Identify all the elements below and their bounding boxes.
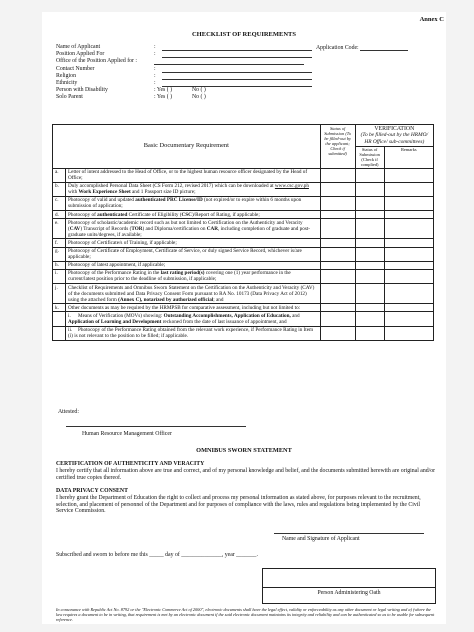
cav-heading: CERTIFICATION OF AUTHENTICITY AND VERACITY xyxy=(56,461,205,467)
applicant-field-row xyxy=(56,80,312,87)
requirement-text-part: Certificate of Eligibility ( xyxy=(127,211,182,218)
remarks-cell[interactable] xyxy=(384,247,433,261)
requirement-letter: k. xyxy=(53,304,66,312)
applicant-field-label: Solo Parent xyxy=(56,94,83,101)
requirement-text xyxy=(66,326,321,340)
requirement-text-part: and xyxy=(290,312,300,319)
header-verification xyxy=(355,125,433,147)
requirement-text xyxy=(66,219,321,239)
annex-label: Annex C xyxy=(419,16,444,23)
requirement-text-part: authenticated xyxy=(97,211,128,218)
verif-status-cell[interactable] xyxy=(355,261,384,269)
privacy-heading: DATA PRIVACY CONSENT xyxy=(56,488,128,494)
requirement-letter: f. xyxy=(53,239,66,247)
applicant-signature-label: Name and Signature of Applicant xyxy=(282,536,360,542)
requirement-letter: g. xyxy=(53,247,66,261)
remarks-cell[interactable] xyxy=(384,196,433,210)
requirement-text xyxy=(66,211,321,219)
requirement-text-part: Duly accomplished Personal Data Sheet (CS Form 212, revised 2017) which can be downloaded at xyxy=(68,183,275,190)
applicant-signature-line xyxy=(274,533,424,534)
requirement-row xyxy=(53,182,434,196)
requirement-text-part: Means of Verification (MOVs) showing: xyxy=(78,312,164,319)
requirement-letter: i. xyxy=(53,269,66,283)
verif-status-cell[interactable] xyxy=(355,219,384,239)
requirement-row xyxy=(53,168,434,182)
hrmo-signature-line xyxy=(66,426,246,427)
remarks-cell[interactable] xyxy=(384,284,433,304)
colon xyxy=(146,58,154,65)
requirement-text-part: )/Report of Rating, if applicable; xyxy=(191,211,260,218)
applicant-status-cell[interactable] xyxy=(320,196,355,210)
requirement-text-part: ) and Diploma/certification on xyxy=(142,225,207,232)
requirement-text-part: Checklist of Requirements and Omnibus Sworn Statement on the Certification on the Authenticity and Veracity (CAV) of the documents submitted and Data Privacy Consent Form pursuant to RA No. 10173 (Data Privacy Act of 2012) using the attached form xyxy=(68,284,315,303)
yes-checkbox[interactable]: : Yes ( ) xyxy=(154,87,173,94)
requirement-text-part: Photocopy of the Performance Rating in the xyxy=(68,270,161,277)
applicant-status-cell[interactable] xyxy=(320,261,355,269)
header-remarks: Remarks xyxy=(384,146,433,168)
requirement-letter xyxy=(53,326,66,340)
requirement-text-part: Other documents as may be required by the HRMPSB for comparative assessment, including but not limited to: xyxy=(68,304,301,311)
application-code-label: Application Code: xyxy=(316,45,359,51)
requirement-row xyxy=(53,219,434,239)
requirement-text xyxy=(66,239,321,247)
remarks-cell[interactable] xyxy=(384,182,433,196)
colon: : xyxy=(154,65,156,72)
colon: : xyxy=(154,72,156,79)
requirement-letter: e. xyxy=(53,219,66,239)
header-status: Status of Submission (To be filled-out by the applicant; Check if submitted) xyxy=(320,125,355,169)
colon: : xyxy=(154,44,156,50)
applicant-status-cell[interactable] xyxy=(320,219,355,239)
applicant-status-cell[interactable] xyxy=(320,211,355,219)
verif-status-cell[interactable] xyxy=(355,284,384,304)
oath-label: Person Administering Oath xyxy=(263,587,435,596)
remarks-cell[interactable] xyxy=(384,326,433,340)
applicant-status-cell[interactable] xyxy=(320,284,355,304)
cav-text: I hereby certify that all information above are true and correct, and of my personal knowledge and belief, and the documents submitted herewith are original and/or certified true copies thereof. xyxy=(56,467,436,481)
remarks-cell[interactable] xyxy=(384,312,433,326)
application-code-field[interactable] xyxy=(360,44,408,51)
requirement-row xyxy=(53,269,434,283)
requirement-row xyxy=(53,247,434,261)
verif-status-cell[interactable] xyxy=(355,269,384,283)
subscribed-text: Subscribed and sworn to before me this _____ day of ______________, year _______. xyxy=(56,552,258,558)
applicant-field-input[interactable] xyxy=(162,73,312,80)
application-code xyxy=(316,44,408,51)
applicant-field-row xyxy=(56,87,312,94)
remarks-cell[interactable] xyxy=(384,269,433,283)
yes-checkbox[interactable]: : Yes ( ) xyxy=(154,94,173,101)
requirement-text-part: www.csc.gov.ph xyxy=(274,183,309,190)
verification-title: VERIFICATION xyxy=(374,125,415,132)
verification-subtitle: (To be filled-out by the HRMO/ HR Office/ sub-committees) xyxy=(360,132,428,145)
requirement-row xyxy=(53,326,434,340)
requirement-row xyxy=(53,196,434,210)
applicant-field-row xyxy=(56,44,312,51)
applicant-status-cell[interactable] xyxy=(320,247,355,261)
attested-label: Attested: xyxy=(58,409,79,415)
requirement-text-part: Letter of intent addressed to the Head of Office, or to the highest human resource officer designated by the Head of Office; xyxy=(68,169,308,182)
applicant-field-label: Religion xyxy=(56,72,76,79)
requirement-text-part: Outstanding Accomplishments, Application of Education, xyxy=(163,312,291,319)
applicant-status-cell[interactable] xyxy=(320,182,355,196)
verif-status-cell[interactable] xyxy=(355,312,384,326)
applicant-field-label: Office of the Position Applied for : xyxy=(56,58,138,65)
page-title: CHECKLIST OF REQUIREMENTS xyxy=(191,31,297,38)
requirement-row xyxy=(53,284,434,304)
oath-box xyxy=(262,568,436,604)
applicant-field-label: Contact Number xyxy=(56,65,95,72)
requirement-text-part: ) Transcript of Records ( xyxy=(80,225,132,232)
requirement-row xyxy=(53,312,434,326)
applicant-field-row xyxy=(56,66,312,73)
applicant-field-row xyxy=(56,94,312,101)
requirement-text-part: and 1 Passport size ID picture; xyxy=(130,189,196,196)
sub-item-letter: i. xyxy=(68,312,71,319)
applicant-field-input[interactable] xyxy=(162,51,312,58)
requirement-letter: b. xyxy=(53,182,66,196)
requirement-letter xyxy=(53,312,66,326)
requirement-text-part: Photocopy of the Performance Rating obtained from the relevant work experience, if Performance Rating in Item (i) is not relevant to the position to be filled; if applicable. xyxy=(68,327,314,340)
verif-status-cell[interactable] xyxy=(355,326,384,340)
remarks-cell[interactable] xyxy=(384,261,433,269)
requirement-letter: h. xyxy=(53,261,66,269)
requirement-text-part: Work Experience Sheet xyxy=(78,189,131,196)
applicant-status-cell[interactable] xyxy=(320,312,355,326)
applicant-field-input[interactable] xyxy=(154,58,304,65)
applicant-field-label: Name of Applicant xyxy=(56,44,101,50)
requirement-letter: a. xyxy=(53,168,66,182)
requirement-text-part: Photocopy of Certificate/s of Training, if applicable; xyxy=(68,239,177,246)
applicant-field-row xyxy=(56,73,312,80)
requirement-text-part: TOR xyxy=(131,225,143,232)
requirement-text-part: Application of Learning and Development xyxy=(68,318,162,325)
applicant-field-label: Ethnicity xyxy=(56,79,78,86)
privacy-text: I hereby grant the Department of Education the right to collect and process my personal information as stated above, for purposes relevant to the recruitment, selection, and placement of personnel of the Department and for purposes of compliance with the laws, rules and regulations being implemented by the Civil Service Commission. xyxy=(56,494,421,515)
requirement-text xyxy=(66,261,321,269)
requirement-text xyxy=(66,304,321,312)
applicant-field-input[interactable] xyxy=(162,80,312,87)
requirement-text xyxy=(66,247,321,261)
verif-status-cell[interactable] xyxy=(355,168,384,182)
requirement-text-part: last rating period(s) xyxy=(160,270,205,277)
requirement-row xyxy=(53,304,434,312)
cav-section xyxy=(56,461,436,481)
applicant-status-cell[interactable] xyxy=(320,269,355,283)
requirement-text xyxy=(66,312,321,326)
requirement-text-part: CAV xyxy=(69,225,81,232)
remarks-cell[interactable] xyxy=(384,211,433,219)
requirement-letter: d. xyxy=(53,211,66,219)
hrmo-label: Human Resource Management Officer xyxy=(82,431,172,437)
applicant-field-label: Position Applied For xyxy=(56,51,105,58)
no-checkbox[interactable]: No ( ) xyxy=(192,94,206,101)
applicant-status-cell[interactable] xyxy=(320,326,355,340)
colon: : xyxy=(154,79,156,86)
remarks-cell[interactable] xyxy=(384,239,433,247)
requirement-text xyxy=(66,284,321,304)
colon: : xyxy=(154,51,156,58)
header-main: Basic Documentary Requirement xyxy=(53,125,321,169)
sub-item-letter: ii. xyxy=(68,327,73,334)
privacy-section xyxy=(56,488,436,515)
requirement-text-part: covering one (1) year performance in the current/latest position prior to the deadline of submission, if applicable; xyxy=(68,270,291,283)
requirement-text-part: , including completion of graduate and post-graduate units/degrees, if available; xyxy=(68,225,311,238)
requirements-table xyxy=(52,124,434,341)
requirement-text-part: (Annex C), notarized by authorized official xyxy=(118,296,214,303)
footnote: In consonance with Republic Act No. 8792 or the "Electronic Commerce Act of 2000", electronic documents shall have the legal effect, validity or enforceability as any other document or legal writing and a) (where the law requires a document to be in writing, that requirement is met by an electronic document if the said electronic document maintains its integrity and reliability and can be authenticated so as to be usable for subsequent reference. xyxy=(56,607,435,623)
requirement-text xyxy=(66,196,321,210)
requirement-row xyxy=(53,261,434,269)
verif-status-cell[interactable] xyxy=(355,239,384,247)
requirement-text-part: Photocopy of valid and updated xyxy=(68,197,136,204)
omnibus-title: OMNIBUS SWORN STATEMENT xyxy=(196,447,292,454)
requirement-letter: j. xyxy=(53,284,66,304)
requirement-text-part: reckoned from the date of last issuance of appointment, and xyxy=(161,318,287,325)
requirement-text-part: authenticated PRC License/ID xyxy=(135,197,203,204)
requirement-text xyxy=(66,269,321,283)
applicant-field-row xyxy=(56,58,312,65)
verif-status-cell[interactable] xyxy=(355,304,384,312)
requirement-row xyxy=(53,211,434,219)
applicant-field-label: Person with Disability xyxy=(56,87,108,94)
verif-status-cell[interactable] xyxy=(355,211,384,219)
attested xyxy=(58,409,79,415)
requirement-text-part: with xyxy=(68,189,79,196)
remarks-cell[interactable] xyxy=(384,168,433,182)
requirement-text-part: Photocopy of scholastic/academic record such as but not limited to Certification on the Authenticity and Veracity ( xyxy=(68,219,303,232)
requirement-letter: c. xyxy=(53,196,66,210)
applicant-info xyxy=(56,44,312,102)
applicant-status-cell[interactable] xyxy=(320,168,355,182)
remarks-cell[interactable] xyxy=(384,219,433,239)
requirement-text-part: CAR xyxy=(206,225,218,232)
requirement-text-part: Photocopy of xyxy=(68,211,98,218)
verif-status-cell[interactable] xyxy=(355,182,384,196)
applicant-status-cell[interactable] xyxy=(320,304,355,312)
requirement-text xyxy=(66,168,321,182)
no-checkbox[interactable]: No ( ) xyxy=(192,87,206,94)
verif-status-cell[interactable] xyxy=(355,196,384,210)
verif-status-cell[interactable] xyxy=(355,247,384,261)
remarks-cell[interactable] xyxy=(384,304,433,312)
applicant-field-input[interactable] xyxy=(162,66,312,73)
requirement-text-part: (not expired/or to expire within 6 months upon submission of application; xyxy=(68,197,302,210)
header-verif-status: Status of Submission (Check if complied) xyxy=(355,146,384,168)
requirement-text xyxy=(66,182,321,196)
requirement-text-part: Photocopy of Certificate of Employment, Certificate of Service, or duly signed Service Record, whichever is/are applicable; xyxy=(68,248,302,261)
applicant-status-cell[interactable] xyxy=(320,239,355,247)
document-page xyxy=(42,12,446,624)
requirement-text-part: CSC xyxy=(181,211,192,218)
requirement-text-part: ; and xyxy=(213,296,224,303)
requirement-text-part: Photocopy of latest appointment, if applicable; xyxy=(68,262,166,269)
applicant-field-input[interactable] xyxy=(162,44,312,51)
requirement-row xyxy=(53,239,434,247)
